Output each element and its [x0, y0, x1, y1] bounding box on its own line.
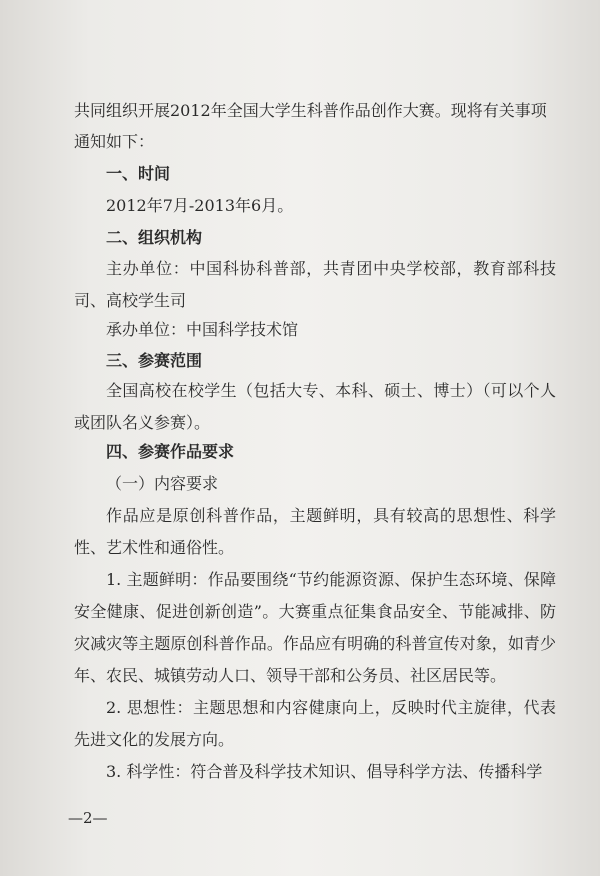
page-number: —2—	[68, 809, 108, 827]
works-intro-paragraph: 作品应是原创科普作品，主题鲜明，具有较高的思想性、科学性、艺术性和通俗性。	[74, 506, 556, 557]
intro-line-2: 通知如下：	[74, 132, 155, 151]
section-scope-heading: 三、参赛范围	[106, 351, 203, 370]
section-requirements-heading: 四、参赛作品要求	[106, 442, 235, 461]
section-organization-heading: 二、组织机构	[106, 228, 203, 247]
requirement-item-2: 2. 思想性：主题思想和内容健康向上，反映时代主旋律，代表先进文化的发展方向。	[74, 698, 556, 749]
scope-paragraph: 全国高校在校学生（包括大专、本科、硕士、博士）（可以个人或团队名义参赛）。	[74, 381, 556, 432]
organizer-unit-text: 承办单位：中国科学技术馆	[106, 320, 299, 339]
content-requirements-subheading: （一）内容要求	[106, 474, 219, 493]
section-time-heading: 一、时间	[106, 164, 171, 183]
section-time-text: 2012年7月-2013年6月。	[106, 196, 294, 215]
requirement-item-3: 3. 科学性：符合普及科学技术知识、倡导科学方法、传播科学	[106, 762, 543, 781]
host-units-paragraph: 主办单位：中国科协科普部，共青团中央学校部，教育部科技司、高校学生司	[74, 259, 556, 310]
intro-line-1: 共同组织开展2012年全国大学生科普作品创作大赛。现将有关事项	[74, 101, 547, 120]
requirement-item-1: 1. 主题鲜明：作品要围绕“节约能源资源、保护生态环境、保障安全健康、促进创新创造”。大赛重点征集食品安全、节能减排、防灾减灾等主题原创科普作品。作品应有明确的科普宣传对象，如青少年、农民、城镇劳动人口、领导干部和公务员、社区居民等。	[74, 570, 556, 685]
